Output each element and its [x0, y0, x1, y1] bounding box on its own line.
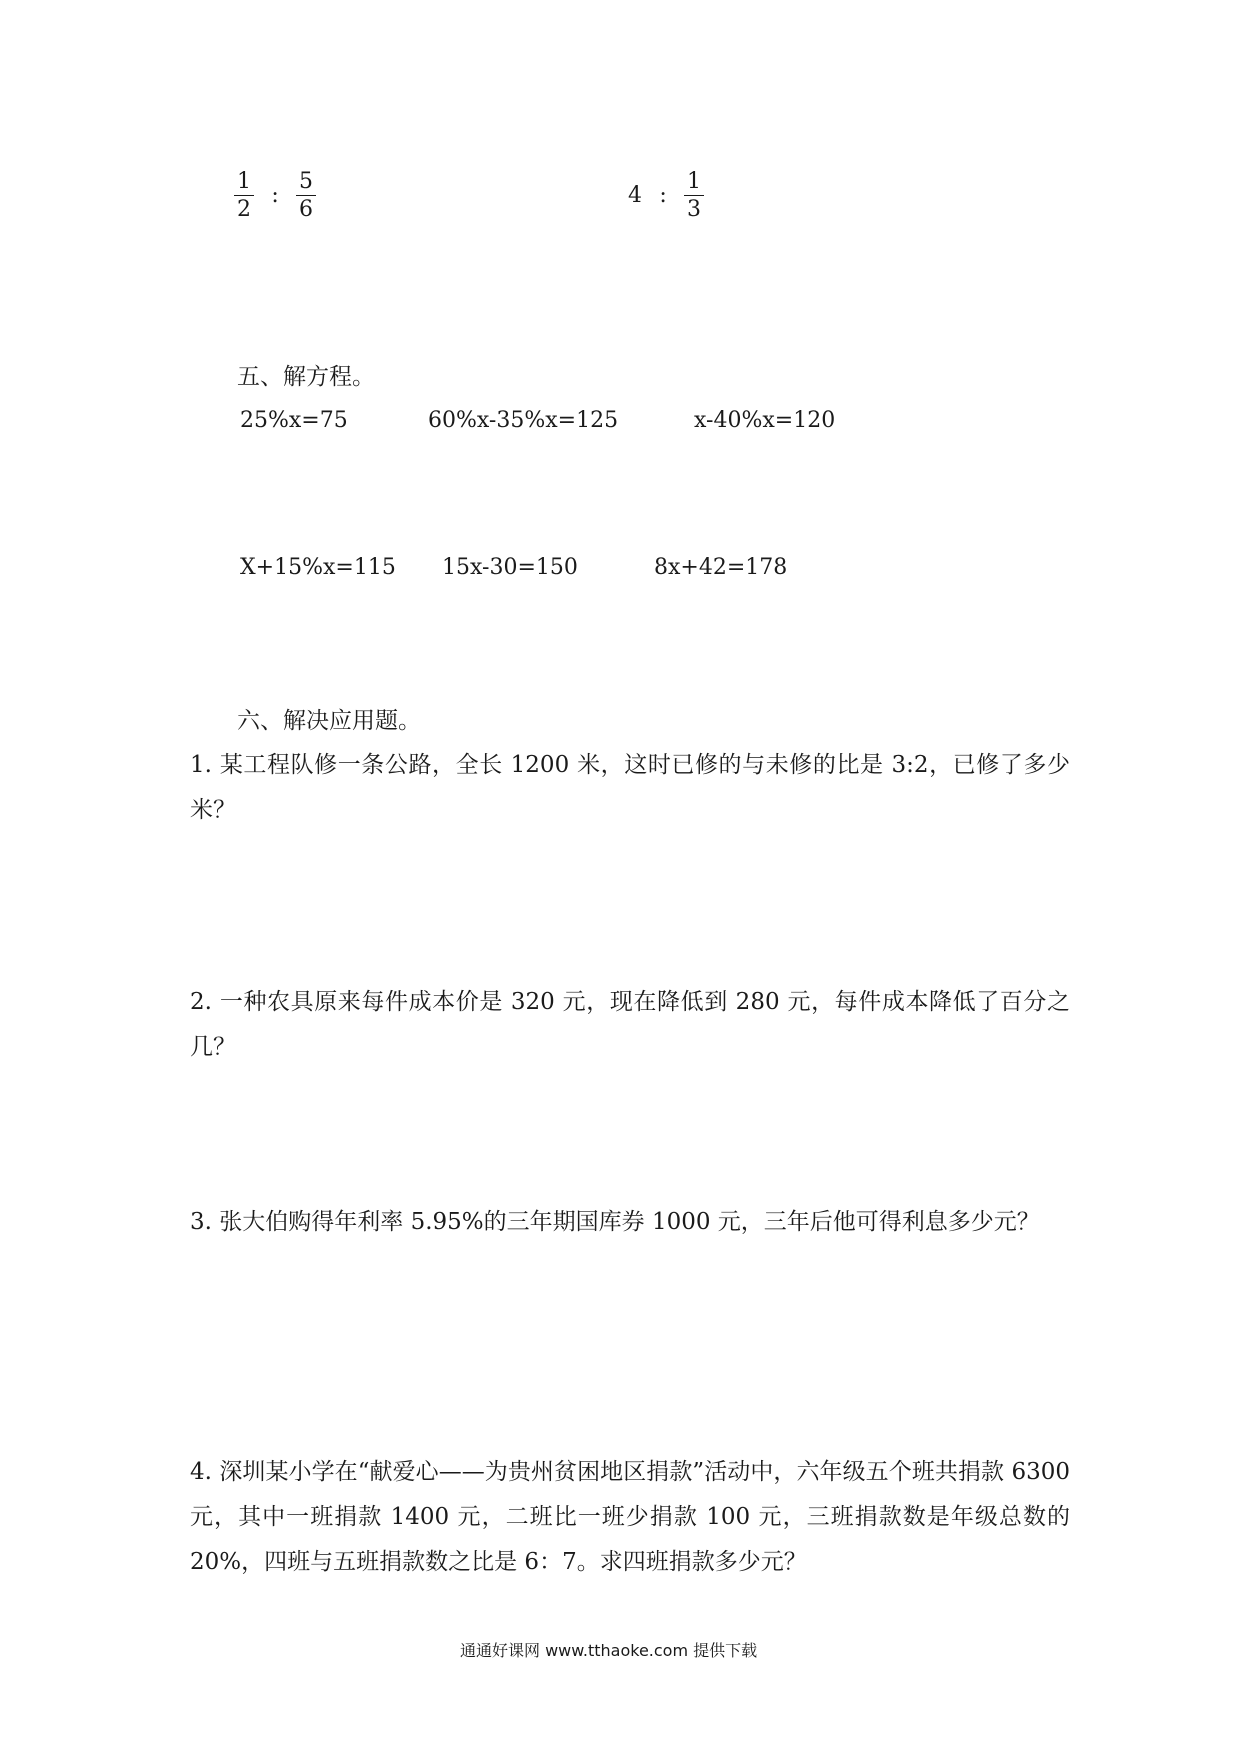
equation-6: 8x+42=178: [654, 555, 788, 580]
word-problem-2: 2. 一种农具原来每件成本价是 320 元，现在降低到 280 元，每件成本降低了百分之几？: [190, 989, 1070, 1060]
ratio-expression-1: [234, 170, 316, 221]
equation-4: X+15%x=115: [240, 555, 396, 580]
whole-number: 4: [628, 183, 642, 209]
numerator: 5: [296, 170, 316, 196]
fraction: [234, 170, 254, 221]
denominator: 3: [687, 197, 702, 223]
denominator: 2: [237, 197, 251, 223]
ratio-separator: :: [271, 183, 279, 209]
equation-1: 25%x=75: [240, 408, 348, 433]
footer-source-credit: 通通好课网 www.tthaoke.com 提供下载: [460, 1641, 758, 1660]
denominator: 6: [299, 197, 314, 223]
numerator: 1: [684, 170, 704, 196]
equation-5: 15x-30=150: [442, 555, 578, 580]
word-problem-3: 3. 张大伯购得年利率 5.95%的三年期国库券 1000 元，三年后他可得利息多少元？: [190, 1209, 1040, 1235]
word-problem-1: 1. 某工程队修一条公路，全长 1200 米，这时已修的与未修的比是 3:2，已修了多少米？: [190, 752, 1070, 823]
word-problem-4: 4. 深圳某小学在“献爱心——为贵州贫困地区捐款”活动中，六年级五个班共捐款 6300 元，其中一班捐款 1400 元，二班比一班少捐款 100 元，三班捐款数是年级总数的 20%，四班与五班捐款数之比是 6：7。求四班捐款多少元？: [190, 1459, 1070, 1575]
fraction: [296, 170, 316, 221]
ratio-separator: :: [659, 183, 667, 209]
equation-3: x-40%x=120: [694, 408, 836, 433]
ratio-expression-2: [628, 170, 704, 221]
section-heading-solve-equations: 五、解方程。: [237, 364, 375, 390]
equation-2: 60%x-35%x=125: [428, 408, 619, 433]
section-heading-word-problems: 六、解决应用题。: [237, 708, 421, 734]
fraction: [684, 170, 704, 221]
numerator: 1: [234, 170, 254, 196]
